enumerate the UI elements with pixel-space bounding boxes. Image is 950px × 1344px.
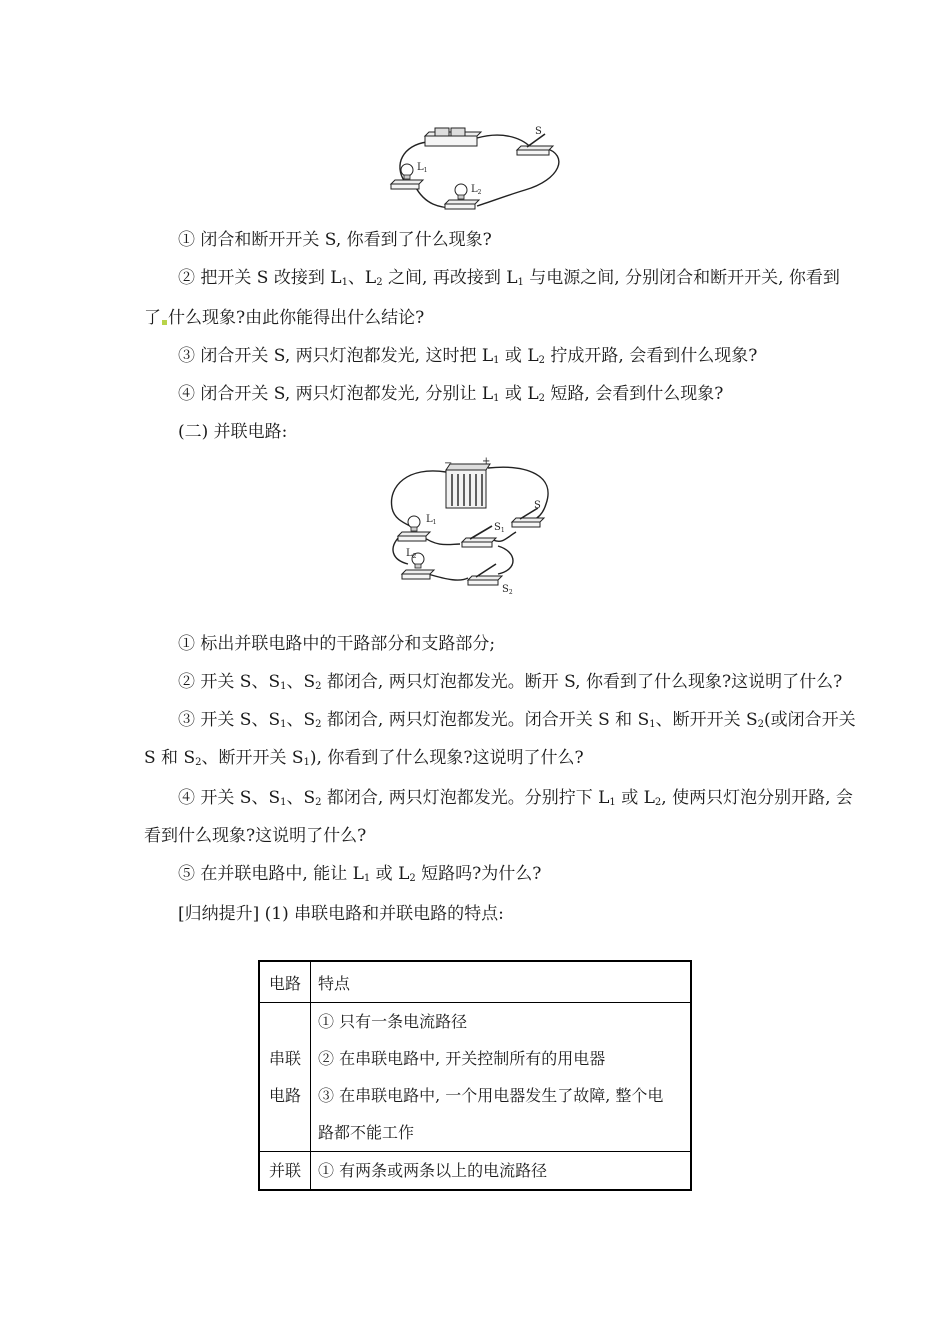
series-features-cell: ① 只有一条电流路径 ② 在串联电路中, 开关控制所有的用电器 ③ 在串联电路中, 一个用电器发生了故障, 整个电 路都不能工作 [311,1003,692,1152]
battery-minus-label: − [444,458,453,469]
switch-s1-label: S [494,522,501,533]
parallel-circuit-figure [388,456,568,596]
series-question-2-cont: 了 什么现象?由此你能得出什么结论? [144,308,425,328]
parallel-question-4-cont: 看到什么现象?这说明了什么? [144,826,367,846]
table-row-series [259,1003,691,1152]
table-row-parallel [259,1152,691,1191]
summary-heading: [归纳提升] (1) 串联电路和并联电路的特点: [178,904,504,924]
switch-s-label: S [534,500,541,511]
svg-text:L2 [471,184,482,196]
switch-s2-label: S [502,584,509,595]
header-circuit: 电路 [259,961,311,1003]
series-question-3: ③ 闭合开关 S, 两只灯泡都发光, 这时把 $L_1$ 或 $L_2$ 拧成开路, 会看到什么现象? [178,346,758,366]
parallel-question-2: ② 开关 S、$S_1$、$S_2$ 都闭合, 两只灯泡都发光。断开 S, 你看到了什么现象?这说明了什么? [178,672,843,692]
svg-text:L2: $L_2$ [406,548,417,560]
switch-icon [517,134,553,155]
svg-text:S2: $S_2$ [502,584,513,596]
svg-text:S1: $S_1$ [494,522,505,534]
series-circuit-figure [385,120,575,218]
parallel-question-3: ③ 开关 S、$S_1$、$S_2$ 都闭合, 两只灯泡都发光。闭合开关 S 和 $S_1$、断开开关 $S_2$(或闭合开关 [178,710,856,730]
parallel-label-cell: 并联 [259,1152,311,1191]
battery-icon [446,464,490,508]
lamp-l2-sub: 2 [477,189,482,196]
highlight-mark [162,320,167,325]
circuit-characteristics-table [258,960,692,1191]
lamp-l1-label: L [417,162,424,173]
parallel-features-cell: ① 有两条或两条以上的电流路径 [311,1152,692,1191]
switch-icon [468,564,502,585]
lamp-l2-label: L [406,548,413,559]
lamp-l1-label: L [426,514,433,525]
switch-icon [462,526,496,547]
header-feature: 特点 [311,961,692,1003]
parallel-question-5: ⑤ 在并联电路中, 能让 $L_1$ 或 $L_2$ 短路吗?为什么? [178,864,542,884]
series-label-cell: 串联 电路 [259,1003,311,1152]
switch-label: S [535,126,542,137]
table-header-row [259,961,691,1003]
lamp-l2-label: L [471,184,478,195]
lamp-l1-sub: 1 [423,167,428,174]
parallel-question-4: ④ 开关 S、$S_1$、$S_2$ 都闭合, 两只灯泡都发光。分别拧下 $L_1$ 或 $L_2$, 使两只灯泡分别开路, 会 [178,788,853,808]
battery-icon [425,128,481,146]
series-question-1: ① 闭合和断开开关 S, 你看到了什么现象? [178,230,492,250]
parallel-question-3-cont: S 和 $S_2$、断开开关 $S_1$), 你看到了什么现象?这说明了什么? [144,748,584,768]
parallel-question-1: ① 标出并联电路中的干路部分和支路部分; [178,634,496,654]
svg-text:L1 [417,162,427,174]
battery-plus-label: + [482,456,491,467]
series-question-4: ④ 闭合开关 S, 两只灯泡都发光, 分别让 $L_1$ 或 $L_2$ 短路, 会看到什么现象? [178,384,724,404]
parallel-heading: (二) 并联电路: [178,422,288,442]
svg-text:L1: $L_1$ [426,514,437,526]
series-question-2: ② 把开关 S 改接到 $L_1$、$L_2$ 之间, 再改接到 $L_1$ 与电源之间, 分别闭合和断开开关, 你看到 [178,268,840,288]
